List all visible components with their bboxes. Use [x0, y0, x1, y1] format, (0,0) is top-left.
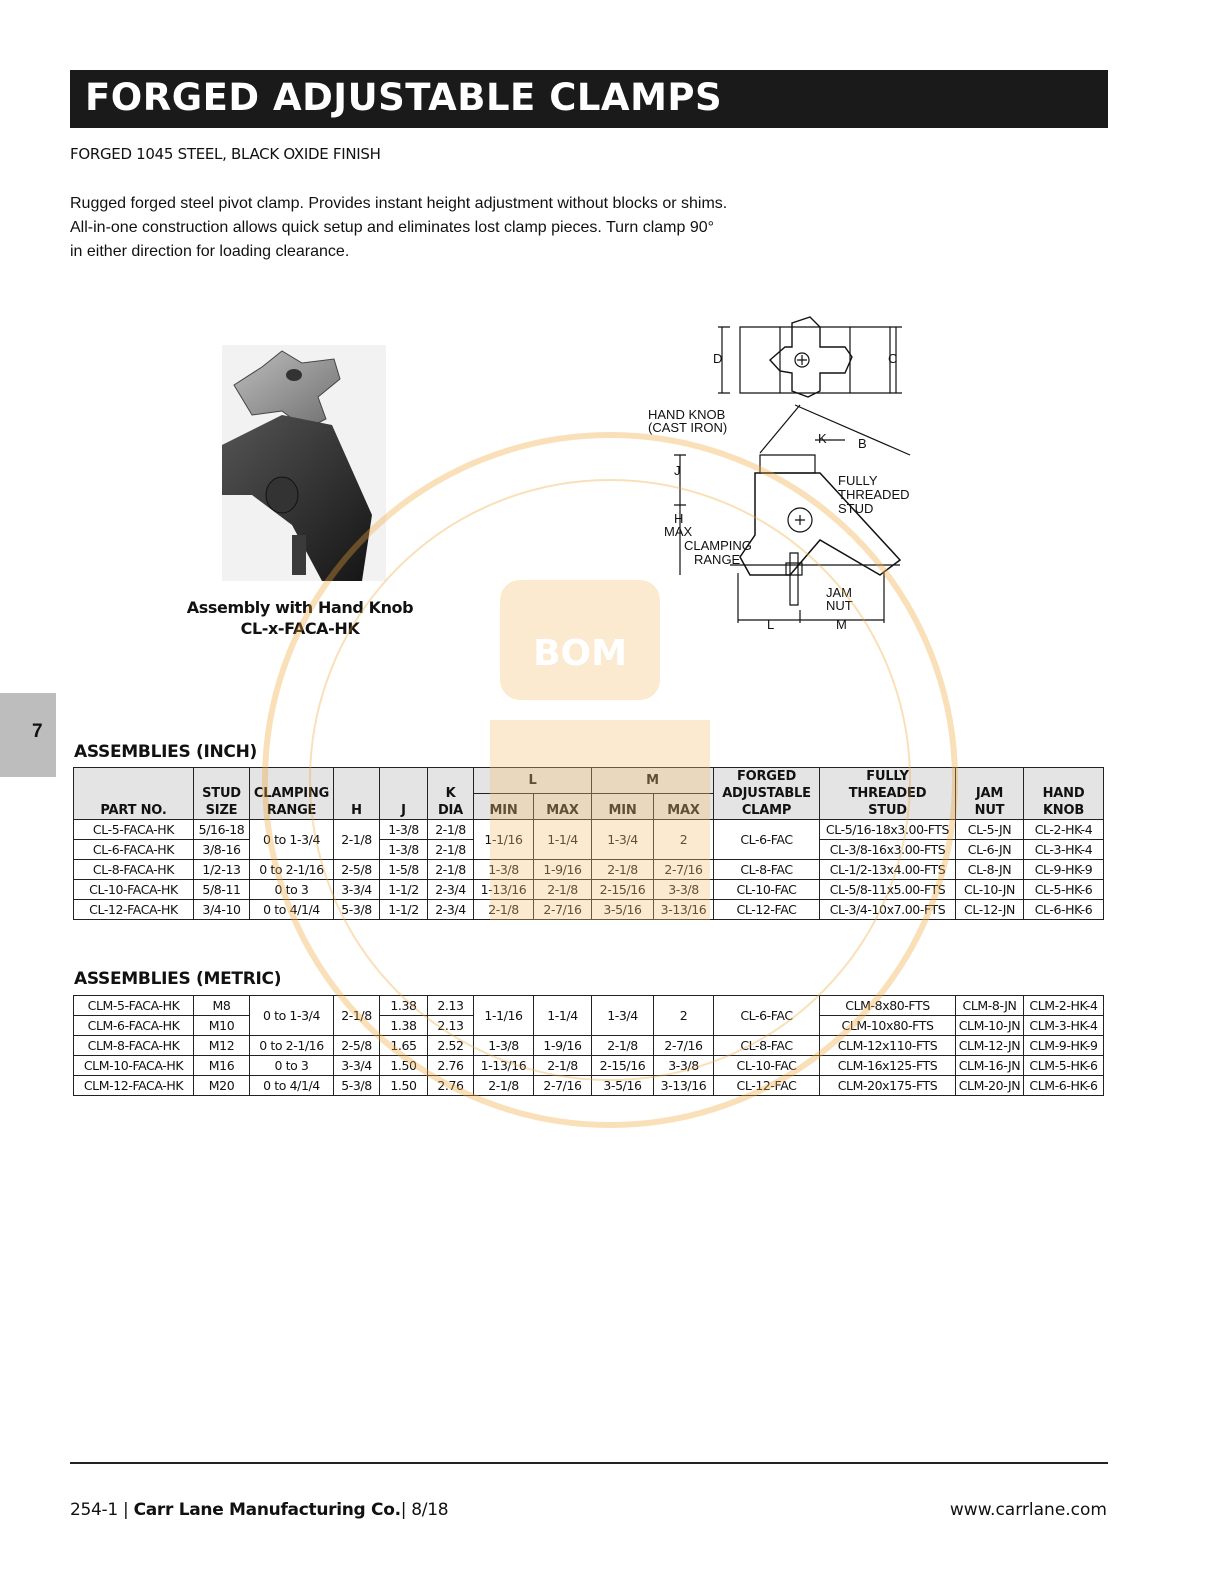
cell-mmin: 2-15/16 [592, 1056, 654, 1076]
cell-lmax: 1-9/16 [534, 1036, 592, 1056]
cell-nut: CL-8-JN [956, 860, 1024, 880]
photo-caption [170, 597, 430, 639]
col-stud: FULLY THREADED STUD [820, 768, 956, 820]
cell-stud: 5/8-11 [194, 880, 250, 900]
dim-j-label: J [674, 463, 681, 478]
clamping-range-label: RANGE [694, 552, 741, 567]
cell-fts: CLM-12x110-FTS [820, 1036, 956, 1056]
cell-lmin: 2-1/8 [474, 900, 534, 920]
cell-clamp: CL-12-FAC [714, 1076, 820, 1096]
cell-clamp: CL-12-FAC [714, 900, 820, 920]
cell-mmin: 2-15/16 [592, 880, 654, 900]
h-max-label: MAX [664, 524, 693, 539]
cell-k: 2.13 [428, 1016, 474, 1036]
cell-k: 2-3/4 [428, 900, 474, 920]
cell-mmin: 2-1/8 [592, 860, 654, 880]
cell-part: CL-10-FACA-HK [74, 880, 194, 900]
company-name: Carr Lane Manufacturing Co. [133, 1500, 401, 1520]
photo-caption-line: Assembly with Hand Knob [186, 598, 414, 617]
table-row [74, 996, 1104, 1016]
cell-j: 1.65 [380, 1036, 428, 1056]
cell-k: 2-1/8 [428, 860, 474, 880]
clamp-diagram [640, 305, 960, 635]
cell-range: 0 to 1-3/4 [250, 996, 334, 1036]
col-m-max: MAX [654, 794, 714, 820]
cell-range: 0 to 2-1/16 [250, 860, 334, 880]
cell-mmin: 2-1/8 [592, 1036, 654, 1056]
cell-knob: CL-6-HK-6 [1024, 900, 1104, 920]
cell-stud: M10 [194, 1016, 250, 1036]
cell-lmin: 1-3/8 [474, 860, 534, 880]
cell-k: 2-3/4 [428, 880, 474, 900]
description-line: All-in-one construction allows quick setup and eliminates lost clamp pieces. Turn clamp 90° [70, 219, 715, 236]
cell-mmax: 3-13/16 [654, 1076, 714, 1096]
table-row [74, 900, 1104, 920]
footer-left [70, 1500, 448, 1520]
cell-stud: M8 [194, 996, 250, 1016]
cell-nut: CL-10-JN [956, 880, 1024, 900]
cell-stud: 5/16-18 [194, 820, 250, 840]
cell-clamp: CL-6-FAC [714, 996, 820, 1036]
cell-k: 2.76 [428, 1056, 474, 1076]
metric-spec-table [73, 995, 1104, 1096]
dim-k-label: K [818, 431, 827, 446]
cell-lmin: 1-13/16 [474, 880, 534, 900]
cell-k: 2.52 [428, 1036, 474, 1056]
footer-rule [70, 1462, 1108, 1464]
cell-lmax: 1-1/4 [534, 996, 592, 1036]
cell-clamp: CL-10-FAC [714, 880, 820, 900]
col-j: J [380, 768, 428, 820]
cell-range: 0 to 3 [250, 880, 334, 900]
dim-m-label: M [836, 617, 847, 632]
cell-fts: CLM-20x175-FTS [820, 1076, 956, 1096]
cell-clamp: CL-6-FAC [714, 820, 820, 860]
cell-lmax: 2-7/16 [534, 900, 592, 920]
dim-d-label: D [713, 351, 723, 366]
cell-knob: CLM-2-HK-4 [1024, 996, 1104, 1016]
col-hand-knob: HAND KNOB [1024, 768, 1104, 820]
cell-j: 1.50 [380, 1056, 428, 1076]
cell-mmax: 2-7/16 [654, 1036, 714, 1056]
dim-b-label: B [858, 436, 867, 451]
cell-stud: M12 [194, 1036, 250, 1056]
cell-k: 2.13 [428, 996, 474, 1016]
cell-part: CL-6-FACA-HK [74, 840, 194, 860]
col-part-no: PART NO. [74, 768, 194, 820]
cell-k: 2-1/8 [428, 820, 474, 840]
cell-part: CL-5-FACA-HK [74, 820, 194, 840]
cell-lmin: 1-13/16 [474, 1056, 534, 1076]
stud-label: FULLY [838, 473, 878, 488]
cell-knob: CLM-3-HK-4 [1024, 1016, 1104, 1036]
cell-mmin: 1-3/4 [592, 820, 654, 860]
cell-stud: M20 [194, 1076, 250, 1096]
table-row [74, 1056, 1104, 1076]
col-h: H [334, 768, 380, 820]
cell-lmin: 1-1/16 [474, 996, 534, 1036]
cell-knob: CL-2-HK-4 [1024, 820, 1104, 840]
col-l-min: MIN [474, 794, 534, 820]
cell-mmax: 2 [654, 996, 714, 1036]
cell-lmax: 1-9/16 [534, 860, 592, 880]
cell-knob: CL-9-HK-9 [1024, 860, 1104, 880]
cell-fts: CL-5/16-18x3.00-FTS [820, 820, 956, 840]
cell-knob: CLM-6-HK-6 [1024, 1076, 1104, 1096]
cell-j: 1-3/8 [380, 840, 428, 860]
cell-mmax: 2-7/16 [654, 860, 714, 880]
cell-j: 1-5/8 [380, 860, 428, 880]
clamp-photo [222, 345, 386, 581]
cell-stud: 1/2-13 [194, 860, 250, 880]
metric-table-title: ASSEMBLIES (METRIC) [74, 969, 282, 989]
cell-range: 0 to 2-1/16 [250, 1036, 334, 1056]
cell-clamp: CL-8-FAC [714, 1036, 820, 1056]
cell-fts: CL-3/8-16x3.00-FTS [820, 840, 956, 860]
col-forged-clamp: FORGED ADJUSTABLE CLAMP [714, 768, 820, 820]
jam-nut-label: JAM [826, 585, 852, 600]
cell-part: CLM-10-FACA-HK [74, 1056, 194, 1076]
cell-knob: CL-3-HK-4 [1024, 840, 1104, 860]
h-max-label: H [674, 511, 684, 526]
cell-part: CLM-5-FACA-HK [74, 996, 194, 1016]
page-number: 254-1 [70, 1500, 118, 1520]
cell-part: CL-12-FACA-HK [74, 900, 194, 920]
cell-j: 1.38 [380, 996, 428, 1016]
table-row [74, 1036, 1104, 1056]
cell-h: 2-5/8 [334, 1036, 380, 1056]
description-line: in either direction for loading clearance. [70, 243, 350, 260]
cell-fts: CL-3/4-10x7.00-FTS [820, 900, 956, 920]
cell-clamp: CL-8-FAC [714, 860, 820, 880]
col-m: M [592, 768, 714, 794]
cell-nut: CLM-20-JN [956, 1076, 1024, 1096]
website-link[interactable]: www.carrlane.com [949, 1500, 1107, 1520]
table-row [74, 860, 1104, 880]
cell-fts: CL-1/2-13x4.00-FTS [820, 860, 956, 880]
cell-part: CLM-8-FACA-HK [74, 1036, 194, 1056]
cell-stud: M16 [194, 1056, 250, 1076]
col-jam-nut: JAM NUT [956, 768, 1024, 820]
dim-c-label: C [888, 351, 898, 366]
footer-separator: | [123, 1500, 129, 1520]
cell-h: 2-5/8 [334, 860, 380, 880]
cell-nut: CLM-10-JN [956, 1016, 1024, 1036]
cell-fts: CLM-8x80-FTS [820, 996, 956, 1016]
footer-date: 8/18 [411, 1500, 449, 1520]
cell-j: 1-1/2 [380, 880, 428, 900]
cell-knob: CLM-5-HK-6 [1024, 1056, 1104, 1076]
cell-lmax: 2-1/8 [534, 1056, 592, 1076]
cell-clamp: CL-10-FAC [714, 1056, 820, 1076]
cell-stud: 3/4-10 [194, 900, 250, 920]
cell-mmax: 3-3/8 [654, 880, 714, 900]
col-stud-size: STUD SIZE [194, 768, 250, 820]
cell-lmin: 1-3/8 [474, 1036, 534, 1056]
cell-k: 2.76 [428, 1076, 474, 1096]
subtitle: FORGED 1045 STEEL, BLACK OXIDE FINISH [70, 145, 381, 163]
cell-j: 1-1/2 [380, 900, 428, 920]
cell-lmax: 1-1/4 [534, 820, 592, 860]
cell-nut: CL-12-JN [956, 900, 1024, 920]
cell-part: CLM-12-FACA-HK [74, 1076, 194, 1096]
cell-part: CLM-6-FACA-HK [74, 1016, 194, 1036]
cell-h: 2-1/8 [334, 996, 380, 1036]
col-l: L [474, 768, 592, 794]
cell-j: 1.38 [380, 1016, 428, 1036]
description [70, 192, 850, 264]
cell-nut: CLM-12-JN [956, 1036, 1024, 1056]
cell-lmax: 2-7/16 [534, 1076, 592, 1096]
footer-separator: | [400, 1500, 407, 1520]
cell-h: 5-3/8 [334, 1076, 380, 1096]
cell-lmin: 1-1/16 [474, 820, 534, 860]
stud-label: THREADED [838, 487, 910, 502]
cell-mmax: 3-3/8 [654, 1056, 714, 1076]
cell-mmax: 3-13/16 [654, 900, 714, 920]
col-l-max: MAX [534, 794, 592, 820]
cell-mmax: 2 [654, 820, 714, 860]
cell-knob: CLM-9-HK-9 [1024, 1036, 1104, 1056]
jam-nut-label: NUT [826, 598, 853, 613]
cell-mmin: 1-3/4 [592, 996, 654, 1036]
cell-mmin: 3-5/16 [592, 900, 654, 920]
dim-l-label: L [767, 617, 775, 632]
stud-label: STUD [838, 501, 874, 516]
cell-h: 2-1/8 [334, 820, 380, 860]
cell-stud: 3/8-16 [194, 840, 250, 860]
section-tab [0, 693, 56, 777]
cell-nut: CL-5-JN [956, 820, 1024, 840]
clamping-range-label: CLAMPING [684, 538, 752, 553]
hand-knob-label: HAND KNOB [648, 407, 726, 422]
cell-fts: CLM-16x125-FTS [820, 1056, 956, 1076]
cell-lmax: 2-1/8 [534, 880, 592, 900]
cell-j: 1-3/8 [380, 820, 428, 840]
section-tab-number: 7 [32, 721, 43, 742]
photo-caption-line: CL-x-FACA-HK [240, 619, 360, 638]
cell-part: CL-8-FACA-HK [74, 860, 194, 880]
page-title: FORGED ADJUSTABLE CLAMPS [85, 76, 723, 119]
table-row [74, 820, 1104, 840]
cell-h: 3-3/4 [334, 880, 380, 900]
hand-knob-label: (CAST IRON) [648, 420, 728, 435]
title-bar [70, 70, 1108, 128]
col-m-min: MIN [592, 794, 654, 820]
watermark-logo: BOM [533, 633, 627, 674]
inch-spec-table [73, 767, 1104, 920]
cell-nut: CLM-8-JN [956, 996, 1024, 1016]
description-line: Rugged forged steel pivot clamp. Provides instant height adjustment without blocks or shims. [70, 195, 728, 212]
table-row [74, 1076, 1104, 1096]
cell-knob: CL-5-HK-6 [1024, 880, 1104, 900]
cell-nut: CL-6-JN [956, 840, 1024, 860]
cell-range: 0 to 1-3/4 [250, 820, 334, 860]
cell-nut: CLM-16-JN [956, 1056, 1024, 1076]
cell-j: 1.50 [380, 1076, 428, 1096]
cell-h: 3-3/4 [334, 1056, 380, 1076]
cell-fts: CLM-10x80-FTS [820, 1016, 956, 1036]
col-clamping-range: CLAMPING RANGE [250, 768, 334, 820]
cell-fts: CL-5/8-11x5.00-FTS [820, 880, 956, 900]
cell-k: 2-1/8 [428, 840, 474, 860]
cell-range: 0 to 4/1/4 [250, 1076, 334, 1096]
cell-range: 0 to 4/1/4 [250, 900, 334, 920]
inch-table-title: ASSEMBLIES (INCH) [74, 742, 257, 762]
cell-range: 0 to 3 [250, 1056, 334, 1076]
cell-mmin: 3-5/16 [592, 1076, 654, 1096]
cell-lmin: 2-1/8 [474, 1076, 534, 1096]
cell-h: 5-3/8 [334, 900, 380, 920]
table-row [74, 880, 1104, 900]
col-k-dia: K DIA [428, 768, 474, 820]
